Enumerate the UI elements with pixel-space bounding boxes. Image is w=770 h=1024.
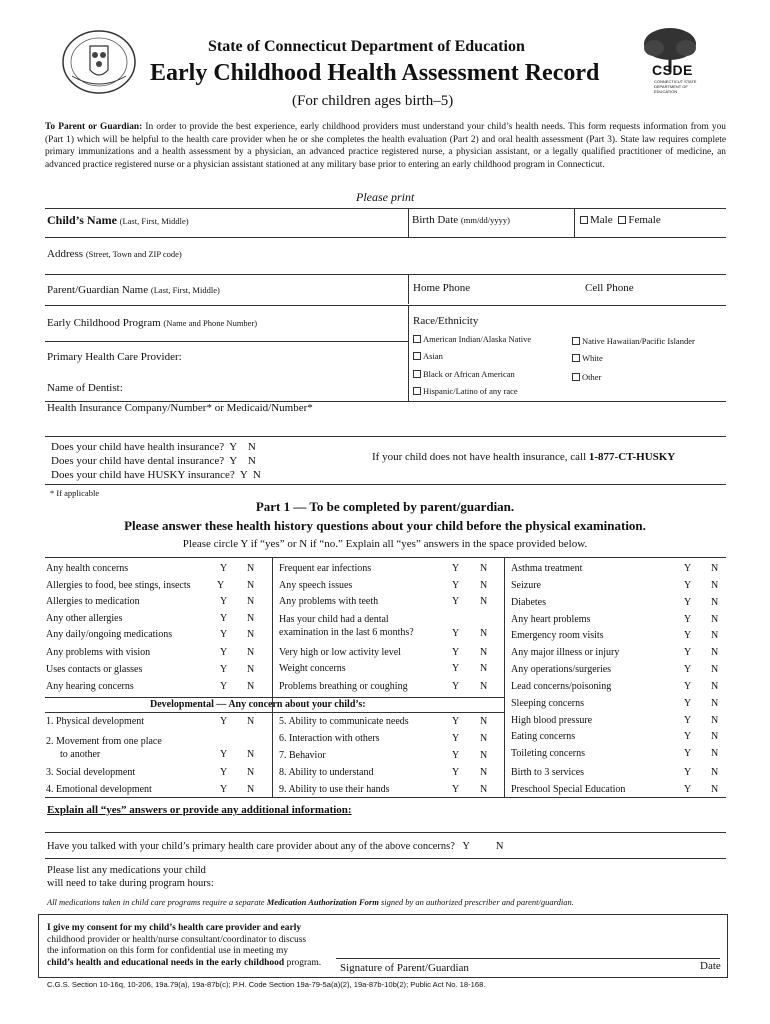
race-option-other[interactable] <box>572 372 601 382</box>
intro-paragraph <box>45 121 726 171</box>
q-understand: 8. Ability to understand <box>279 767 374 778</box>
dev-left-n[interactable]: N <box>247 767 255 778</box>
col1-y[interactable]: Y <box>220 664 228 675</box>
col1-y[interactable]: Y <box>220 563 228 574</box>
child-name-field[interactable] <box>47 213 189 228</box>
race-option-label: Black or African American <box>423 369 515 379</box>
q-use-hands: 9. Ability to use their hands <box>279 784 390 795</box>
col3-n[interactable]: N <box>711 748 719 759</box>
health-insurance-question[interactable]: Does your child have health insurance? Y N <box>51 441 256 453</box>
col3-y[interactable]: Y <box>684 563 692 574</box>
q-eating: Eating concerns <box>511 731 576 742</box>
q-movement: 2. Movement from one place <box>46 736 162 747</box>
q-breathing: Problems breathing or coughing <box>279 681 408 692</box>
col3-y[interactable]: Y <box>684 614 692 625</box>
q-weight: Weight concerns <box>279 663 346 674</box>
col2-n[interactable]: N <box>480 681 488 692</box>
q-preschool-sped: Preschool Special Education <box>511 784 626 795</box>
dev-left-y[interactable]: Y <box>220 716 228 727</box>
col2-y[interactable]: Y <box>452 681 460 692</box>
col3-n[interactable]: N <box>711 614 719 625</box>
q-sleeping: Sleeping concerns <box>511 698 585 709</box>
col3-n[interactable]: N <box>711 563 719 574</box>
col3-y[interactable]: Y <box>684 731 692 742</box>
med-note-a: All medications taken in child care programs require a separate <box>47 897 267 907</box>
q-asthma: Asthma treatment <box>511 563 583 574</box>
consent-line4b: program. <box>284 957 322 968</box>
csde-logo <box>632 26 712 96</box>
consent-line1: I give my consent for my child’s health care provider and early <box>47 923 302 933</box>
birth-date-field[interactable] <box>412 214 510 226</box>
col3-n[interactable]: N <box>711 715 719 726</box>
dev-right-n[interactable]: N <box>480 716 488 727</box>
q-hearing: Any hearing concerns <box>46 681 134 692</box>
col1-y[interactable]: Y <box>220 681 228 692</box>
col3-n[interactable]: N <box>711 630 719 641</box>
q-toileting: Toileting concerns <box>511 748 585 759</box>
q-movement-cont: to another <box>60 749 101 760</box>
home-phone-field[interactable]: Home Phone <box>413 282 471 294</box>
program-label: Early Childhood Program <box>47 317 161 329</box>
col2-n[interactable]: N <box>480 563 488 574</box>
col3-y[interactable]: Y <box>684 784 692 795</box>
dentist-field[interactable]: Name of Dentist: <box>47 382 123 394</box>
col3-y[interactable]: Y <box>684 715 692 726</box>
col1-n[interactable]: N <box>247 563 255 574</box>
dev-right-y[interactable]: Y <box>452 716 460 727</box>
col2-n[interactable]: N <box>480 580 488 591</box>
col3-n[interactable]: N <box>711 597 719 608</box>
department-name: State of Connecticut Department of Education <box>208 38 525 55</box>
q-er-visits: Emergency room visits <box>511 630 604 641</box>
insurance-field[interactable]: Health Insurance Company/Number* or Medicaid/Number* <box>47 402 313 414</box>
col1-y[interactable]: Y <box>217 580 225 591</box>
q-teeth: Any problems with teeth <box>279 596 379 607</box>
child-name-hint: (Last, First, Middle) <box>119 216 189 226</box>
explain-heading: Explain all “yes” answers or provide any additional information: <box>47 804 352 816</box>
q-emotional-development: 4. Emotional development <box>46 784 152 795</box>
col3-y[interactable]: Y <box>684 698 692 709</box>
q-surgeries: Any operations/surgeries <box>511 664 612 675</box>
dental-insurance-question[interactable]: Does your child have dental insurance? Y N <box>51 455 256 467</box>
please-print: Please print <box>356 190 415 204</box>
q-speech: Any speech issues <box>279 580 353 591</box>
q-dental-exam: Has your child had a dental <box>279 614 389 625</box>
col1-n[interactable]: N <box>247 681 255 692</box>
dev-left-y[interactable]: Y <box>220 767 228 778</box>
col3-y[interactable]: Y <box>684 647 692 658</box>
q-interaction: 6. Interaction with others <box>279 733 380 744</box>
medications-label-line1: Please list any medications your child <box>47 865 206 876</box>
csde-logo-sub2: DEPARTMENT OF EDUCATION <box>654 84 688 94</box>
program-field[interactable] <box>47 317 257 329</box>
col2-n[interactable]: N <box>480 596 488 607</box>
med-note-b: Medication Authorization Form <box>266 897 379 907</box>
q-health-concerns: Any health concerns <box>46 563 129 574</box>
part1-instructions: Please circle Y if “yes” or N if “no.” Explain all “yes” answers in the space provided below. <box>182 538 588 550</box>
q-lead: Lead concerns/poisoning <box>511 681 612 692</box>
col1-n[interactable]: N <box>247 580 255 591</box>
col1-y[interactable]: Y <box>220 629 228 640</box>
q-daily-medications: Any daily/ongoing medications <box>46 629 173 640</box>
col3-n[interactable]: N <box>711 580 719 591</box>
form-subtitle: (For children ages birth–5) <box>292 93 454 109</box>
race-option-label: White <box>582 353 603 363</box>
q-activity: Very high or low activity level <box>279 647 401 658</box>
cell-phone-field[interactable]: Cell Phone <box>585 282 634 294</box>
race-option-black[interactable] <box>413 369 515 379</box>
dev-left-y[interactable]: Y <box>220 784 228 795</box>
dev-left-n[interactable]: N <box>247 716 255 727</box>
col3-n[interactable]: N <box>711 731 719 742</box>
child-name-label: Child’s Name <box>47 213 117 227</box>
race-option-label: Hispanic/Latino of any race <box>423 386 518 396</box>
col2-y[interactable]: Y <box>452 628 460 639</box>
dev-right-n[interactable]: N <box>480 784 488 795</box>
race-option-white[interactable] <box>572 353 603 363</box>
race-option-american-indian[interactable] <box>413 334 531 344</box>
col3-y[interactable]: Y <box>684 664 692 675</box>
address-hint: (Street, Town and ZIP code) <box>85 249 182 259</box>
husky-number: 1-877-CT-HUSKY <box>588 451 676 463</box>
col1-n[interactable]: N <box>247 596 255 607</box>
col1-y[interactable]: Y <box>220 596 228 607</box>
csde-logo-text: CSDE <box>652 62 693 78</box>
birth-date-hint: (mm/dd/yyyy) <box>460 215 510 225</box>
col1-n[interactable]: N <box>247 664 255 675</box>
col3-y[interactable]: Y <box>684 630 692 641</box>
dev-left-n[interactable]: N <box>247 784 255 795</box>
consent-line3: the information on this form for confidential use in meeting my <box>47 946 289 957</box>
dev-right-n[interactable]: N <box>480 767 488 778</box>
dev-left-n[interactable]: N <box>247 749 255 760</box>
col3-y[interactable]: Y <box>684 580 692 591</box>
medication-note <box>47 897 574 907</box>
part1-subtitle: Please answer these health history questions about your child before the physical examination. <box>124 518 646 533</box>
dev-right-n[interactable]: N <box>480 750 488 761</box>
dev-right-y[interactable]: Y <box>452 733 460 744</box>
q-ear-infections: Frequent ear infections <box>279 563 372 574</box>
q-contacts-glasses: Uses contacts or glasses <box>46 664 143 675</box>
primary-provider-field[interactable]: Primary Health Care Provider: <box>47 351 182 363</box>
q-communicate-needs: 5. Ability to communicate needs <box>279 716 409 727</box>
husky-insurance-question[interactable]: Does your child have HUSKY insurance? Y N <box>51 469 261 481</box>
col1-y[interactable]: Y <box>220 647 228 658</box>
col3-n[interactable]: N <box>711 784 719 795</box>
dev-left-y[interactable]: Y <box>220 749 228 760</box>
col1-n[interactable]: N <box>247 613 255 624</box>
medications-label-line2: will need to take during program hours: <box>47 878 214 889</box>
q-birth-to-3: Birth to 3 services <box>511 767 585 778</box>
address-label: Address <box>47 248 84 260</box>
parent-name-label: Parent/Guardian Name <box>47 284 149 296</box>
consent-line4: child’s health and educational needs in the early childhood <box>47 957 285 968</box>
race-option-label: Native Hawaiian/Pacific Islander <box>582 336 695 346</box>
q-heart: Any heart problems <box>511 614 591 625</box>
birth-date-label: Birth Date <box>412 214 459 226</box>
col3-n[interactable]: N <box>711 767 719 778</box>
col3-n[interactable]: N <box>711 647 719 658</box>
q-other-allergies: Any other allergies <box>46 613 123 624</box>
dev-right-y[interactable]: Y <box>452 750 460 761</box>
program-hint: (Name and Phone Number) <box>163 318 258 328</box>
col3-n[interactable]: N <box>711 698 719 709</box>
state-seal-logo <box>58 28 140 96</box>
husky-note <box>372 451 675 463</box>
race-option-label: Asian <box>423 351 443 361</box>
col2-y[interactable]: Y <box>452 647 460 658</box>
col3-y[interactable]: Y <box>684 748 692 759</box>
col2-y[interactable]: Y <box>452 596 460 607</box>
q-vision: Any problems with vision <box>46 647 151 658</box>
col2-n[interactable]: N <box>480 647 488 658</box>
q-allergies-food: Allergies to food, bee stings, insects <box>46 580 191 591</box>
col1-n[interactable]: N <box>247 647 255 658</box>
dev-right-n[interactable]: N <box>480 733 488 744</box>
col2-n[interactable]: N <box>480 628 488 639</box>
race-option-label: Other <box>582 372 602 382</box>
race-option-asian[interactable] <box>413 351 443 361</box>
consent-line2: childhood provider or health/nurse consultant/coordinator to discuss <box>47 934 307 945</box>
q-social-development: 3. Social development <box>46 767 136 778</box>
q-major-illness: Any major illness or injury <box>511 647 620 658</box>
csde-logo-sub1: CONNECTICUT STATE <box>654 79 697 84</box>
parent-name-hint: (Last, First, Middle) <box>150 285 220 295</box>
col2-y[interactable]: Y <box>452 663 460 674</box>
developmental-title: Developmental — Any concern about your child’s: <box>150 699 366 710</box>
col1-n[interactable]: N <box>247 629 255 640</box>
legal-citation-footer: C.G.S. Section 10-16q, 10-206, 19a.79(a), 19a-87b(c); P.H. Code Section 19a-79-5a(a)(2), 19a-87b-10b(2); Public Act No. 18-168. <box>47 980 486 989</box>
male-checkbox[interactable] <box>580 214 613 226</box>
part1-title: Part 1 — To be completed by parent/guardian. <box>255 499 515 514</box>
q-dental-exam-cont: examination in the last 6 months? <box>279 627 414 638</box>
col2-n[interactable]: N <box>480 663 488 674</box>
form-title: Early Childhood Health Assessment Record <box>150 60 600 86</box>
q-physical-development: 1. Physical development <box>46 716 145 727</box>
husky-note-text: If your child does not have health insurance, call <box>372 451 589 463</box>
race-option-hispanic[interactable] <box>413 386 518 396</box>
if-applicable-note: * If applicable <box>50 488 100 498</box>
col3-n[interactable]: N <box>711 664 719 675</box>
parent-name-field[interactable] <box>47 284 220 296</box>
col3-y[interactable]: Y <box>684 681 692 692</box>
q-seizure: Seizure <box>511 580 541 591</box>
med-note-c: signed by an authorized prescriber and parent/guardian. <box>378 897 574 907</box>
female-checkbox[interactable] <box>615 214 660 226</box>
consent-text <box>47 923 337 969</box>
date-field[interactable]: Date <box>700 960 721 972</box>
medications-field[interactable] <box>47 864 214 890</box>
intro-lead: To Parent or Guardian: <box>45 122 143 132</box>
race-option-label: American Indian/Alaska Native <box>423 334 532 344</box>
q-blood-pressure: High blood pressure <box>511 715 593 726</box>
q-allergies-medication: Allergies to medication <box>46 596 140 607</box>
race-label: Race/Ethnicity <box>413 315 479 327</box>
address-field[interactable] <box>47 248 182 260</box>
col2-y[interactable]: Y <box>452 580 460 591</box>
col1-y[interactable]: Y <box>220 613 228 624</box>
col2-y[interactable]: Y <box>452 563 460 574</box>
col3-y[interactable]: Y <box>684 767 692 778</box>
talked-provider-question[interactable]: Have you talked with your child’s primary health care provider about any of the above concerns? Y N <box>47 841 504 852</box>
q-diabetes: Diabetes <box>511 597 546 608</box>
col3-n[interactable]: N <box>711 681 719 692</box>
race-option-hawaiian[interactable] <box>572 336 695 346</box>
sex-options <box>580 214 661 226</box>
dev-right-y[interactable]: Y <box>452 784 460 795</box>
dev-right-y[interactable]: Y <box>452 767 460 778</box>
intro-text: In order to provide the best experience, early childhood providers must understand your child’s health needs. This form requests information from you (Part 1) which will be helpful to the health care provider when he or she completes the health evaluation (Part 2) and oral health assessment (Part 3). State law requires complete primary immunizations and a health assessment by a physician, an advanced practice registered nurse, a physician assistant, or a legally qualified practitioner of medicine, an advanced practice registered nurse or a physician assistant stationed at any military base prior to entering an early childhood program in Connecticut. <box>45 122 726 170</box>
signature-field[interactable]: Signature of Parent/Guardian <box>340 962 469 974</box>
male-label: Male <box>590 214 613 226</box>
col3-y[interactable]: Y <box>684 597 692 608</box>
q-behavior: 7. Behavior <box>279 750 326 761</box>
female-label: Female <box>628 214 661 226</box>
